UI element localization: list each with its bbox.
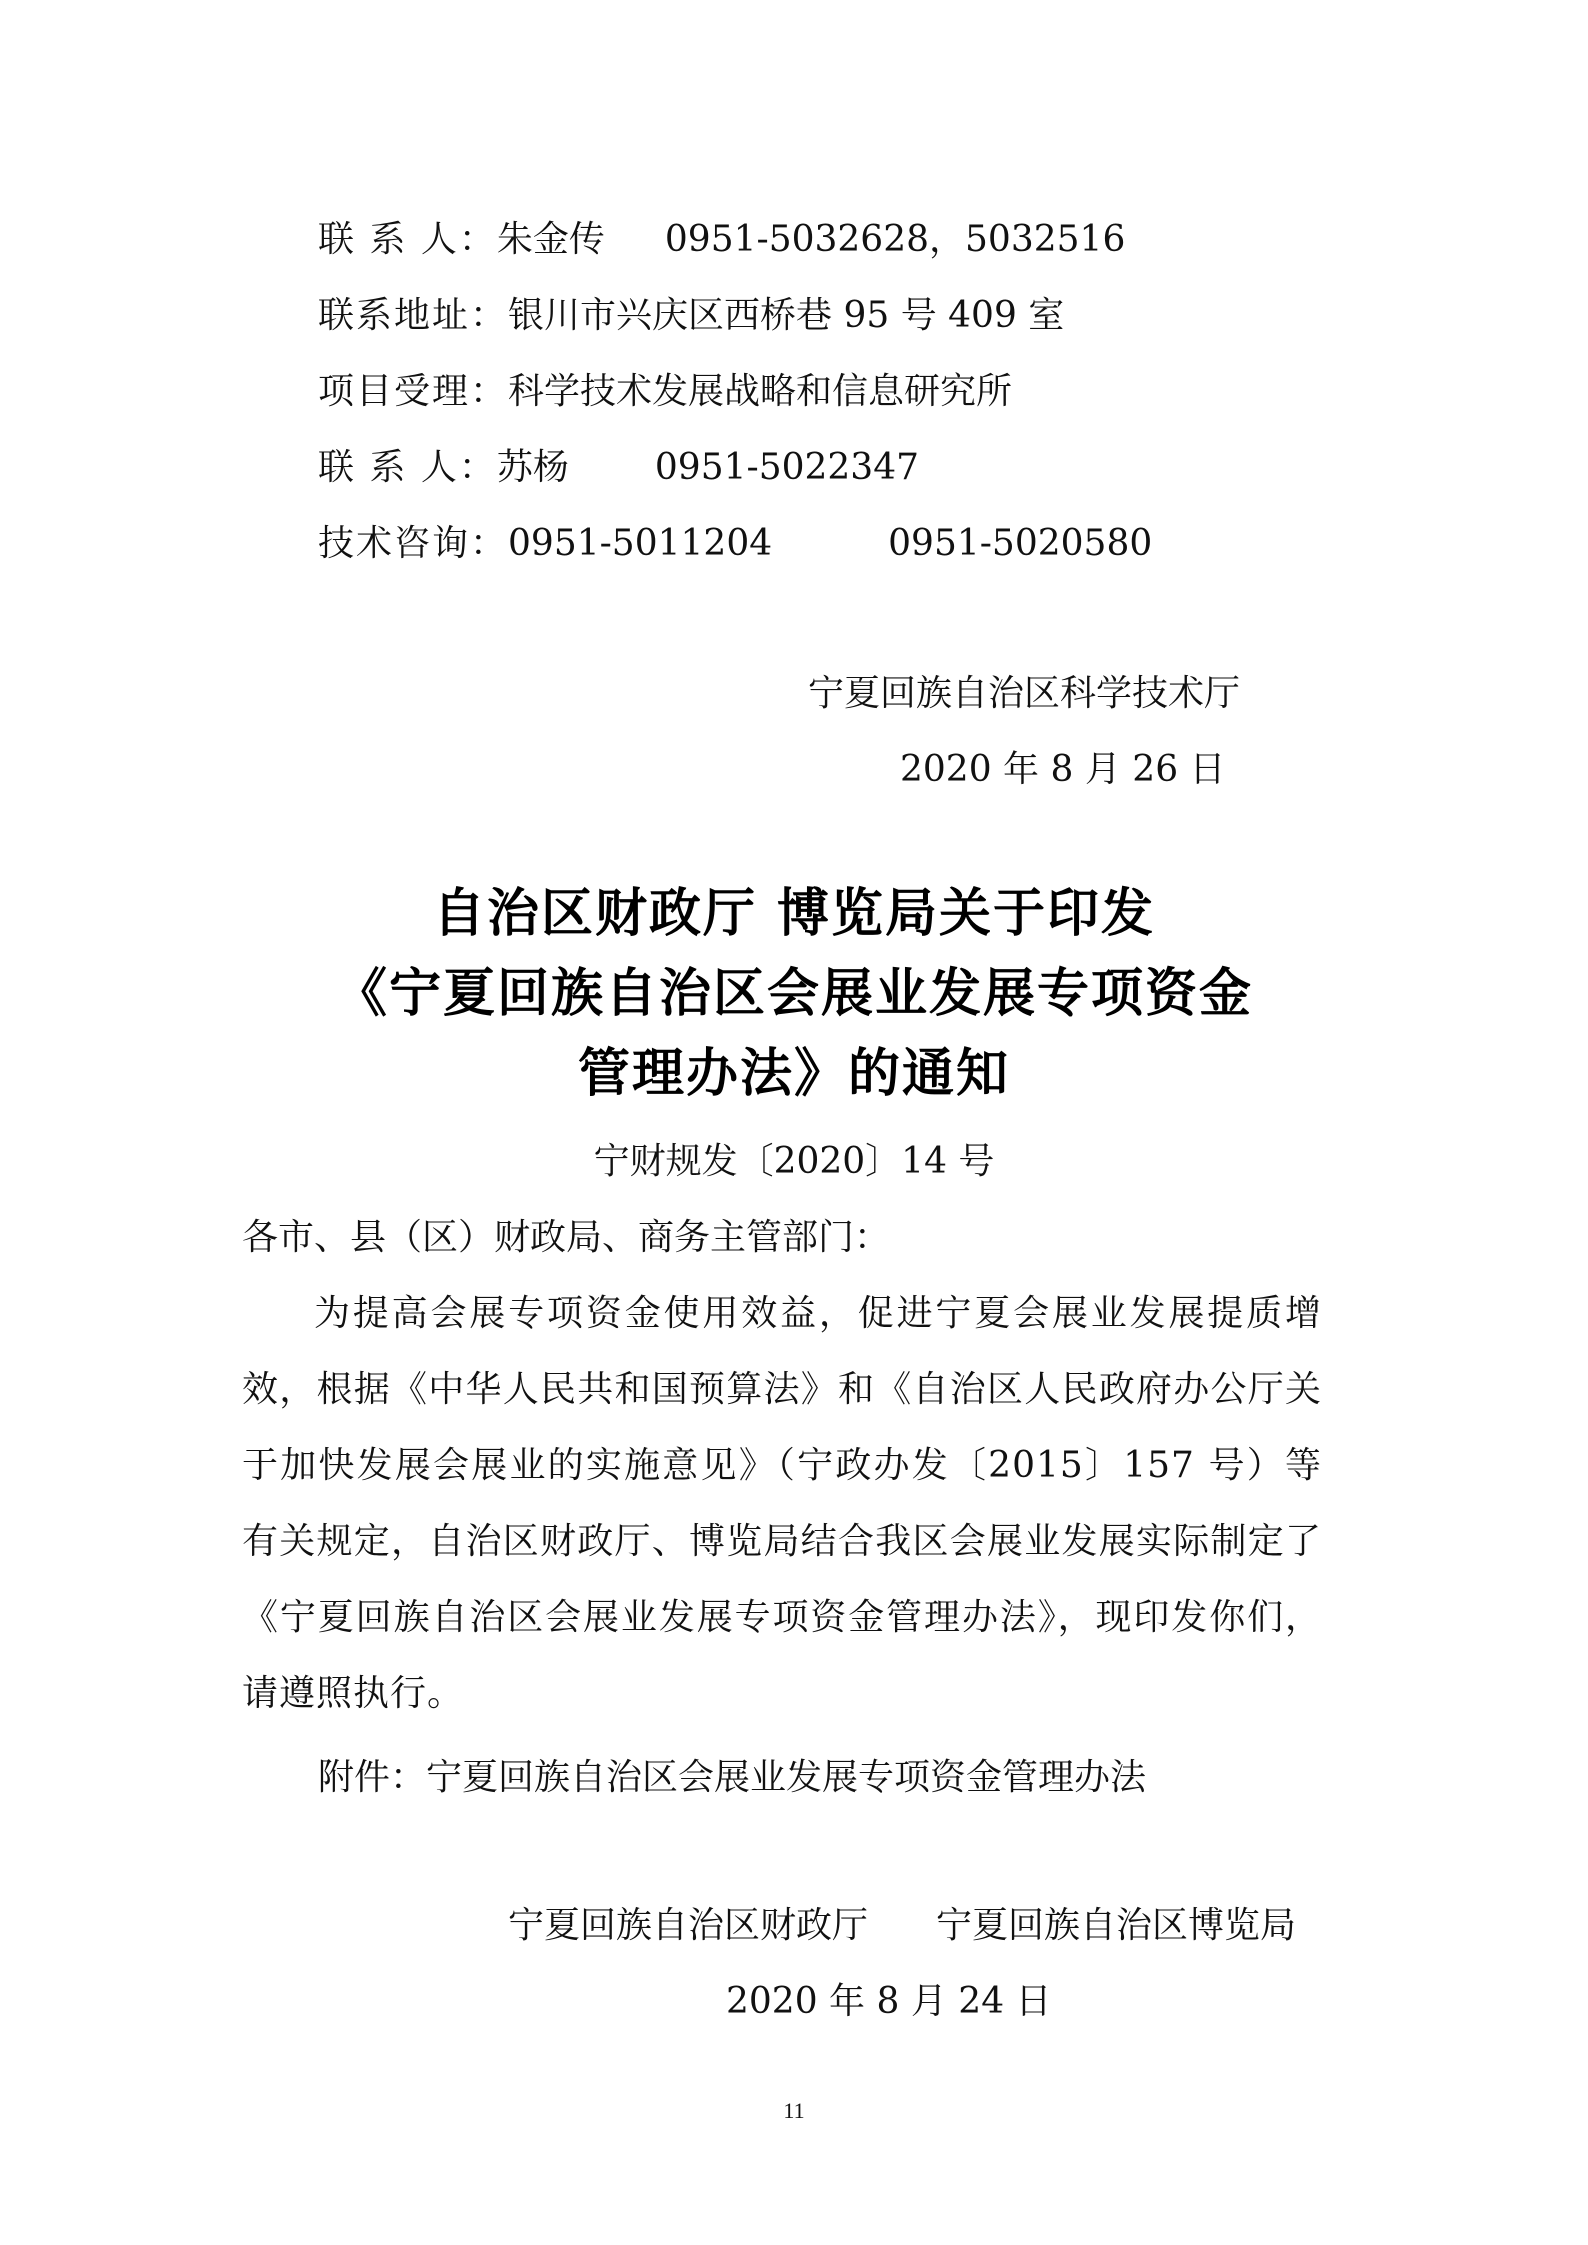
notice-title-line-1: 自治区财政厅 博览局关于印发 [432, 884, 1156, 944]
contact-phone: 0951-5032628，5032516 [664, 219, 1126, 260]
attachment-line: 附件：宁夏回族自治区会展业发展专项资金管理办法 [318, 1757, 1147, 1798]
contact-label: 项目受理： [318, 371, 509, 412]
signature-date: 2020 年 8 月 26 日 [900, 749, 1226, 790]
contact-row-4 [318, 442, 919, 494]
contact-label: 技术咨询： [318, 523, 509, 564]
body-paragraph: 为提高会展专项资金使用效益，促进宁夏会展业发展提质增效，根据《中华人民共和国预算法》和《自治区人民政府办公厅关于加快发展会展业的实施意见》（宁政办发〔2015〕157 号）等有关规定，自治区财政厅、博览局结合我区会展业发展实际制定了《宁夏回族自治区会展业发展专项资金管理办法》，现印发你们，请遵照执行。 [242, 1293, 1322, 1714]
notice-title-line-3: 管理办法》的通知 [577, 1044, 1010, 1104]
contact-address: 银川市兴庆区西桥巷 95 号 409 室 [508, 295, 1065, 336]
contact-label: 联系地址： [318, 295, 509, 336]
contact-name: 苏杨 [496, 447, 569, 488]
signature-org: 宁夏回族自治区科学技术厅 [808, 673, 1241, 714]
signature-org-expo: 宁夏回族自治区博览局 [936, 1905, 1297, 1946]
document-number: 宁财规发〔2020〕14 号 [593, 1141, 995, 1182]
contact-row-3 [318, 366, 1012, 418]
contact-phone: 0951-5011204 [508, 523, 773, 564]
signature-org-finance: 宁夏回族自治区财政厅 [508, 1905, 869, 1946]
contact-name: 朱金传 [496, 219, 605, 260]
contact-row-1 [318, 214, 1125, 266]
page-number: 11 [783, 2098, 805, 2123]
contact-phone: 0951-5022347 [654, 447, 920, 488]
contact-label: 联 系 人： [318, 447, 497, 488]
salutation: 各市、县（区）财政局、商务主管部门： [242, 1217, 891, 1258]
contact-row-5 [318, 518, 1152, 570]
contact-row-2 [318, 290, 1064, 342]
notice-title-line-2: 《宁夏回族自治区会展业发展专项资金 [334, 964, 1253, 1024]
contact-unit: 科学技术发展战略和信息研究所 [508, 371, 1013, 412]
contact-phone: 0951-5020580 [888, 523, 1153, 564]
contact-label: 联 系 人： [318, 219, 497, 260]
signature-date: 2020 年 8 月 24 日 [726, 1981, 1052, 2022]
